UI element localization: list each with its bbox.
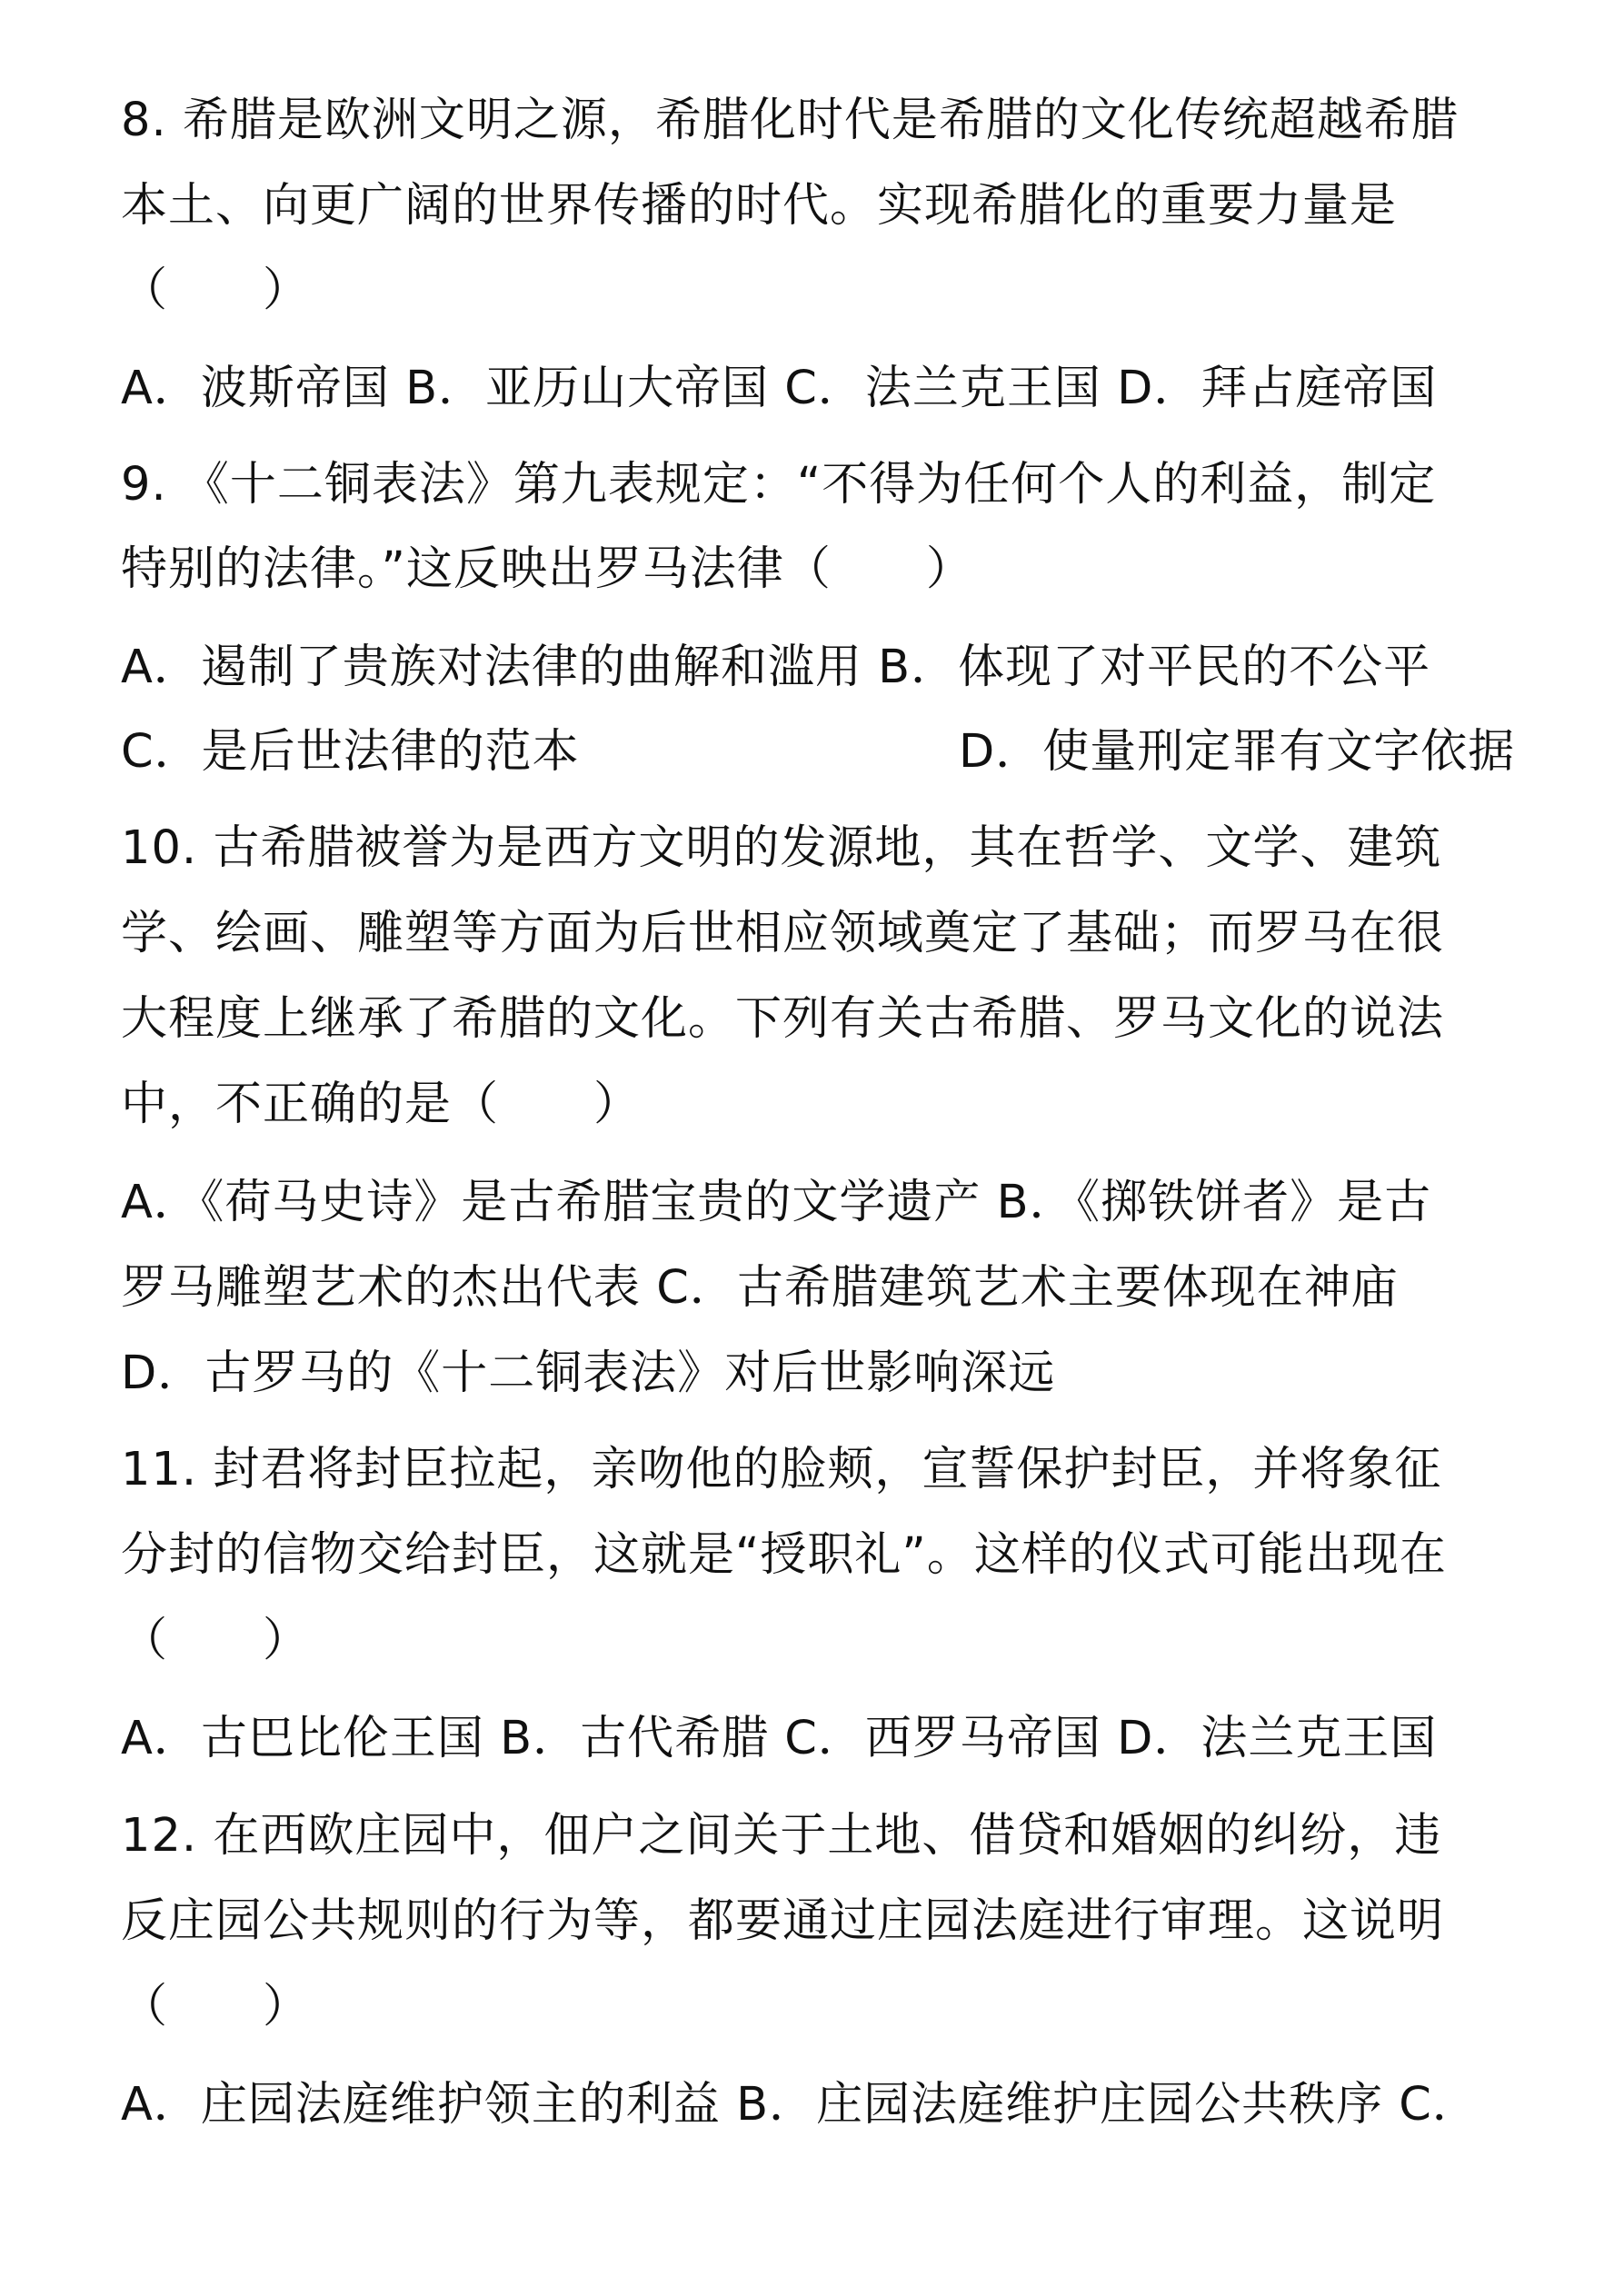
q10-stem-line-1: 10. 古希腊被誉为是西方文明的发源地，其在哲学、文学、建筑 — [121, 821, 1442, 875]
q10-stem-line-2: 学、绘画、雕塑等方面为后世相应领域奠定了基础；而罗马在很 — [121, 907, 1445, 960]
q9-options-cd — [121, 721, 1516, 784]
q10-options-line-2: 罗马雕塑艺术的杰出代表 C．古希腊建筑艺术主要体现在神庙 — [121, 1261, 1399, 1315]
q9-stem-line-2: 特别的法律。”这反映出罗马法律（ ） — [121, 542, 973, 596]
q8-stem-line-2: 本土、向更广阔的世界传播的时代。实现希腊化的重要力量是 — [121, 179, 1398, 233]
q12-options: A．庄园法庭维护领主的利益 B．庄园法庭维护庄园公共秩序 C． — [121, 2078, 1480, 2132]
q8-answer-bracket: （ ） — [121, 263, 311, 317]
q12-answer-bracket: （ ） — [121, 1980, 311, 2033]
q9-options-ab: A．遏制了贵族对法律的曲解和滥用 B．体现了对平民的不公平 — [121, 641, 1431, 694]
q11-answer-bracket: （ ） — [121, 1614, 311, 1667]
q11-options: A．古巴比伦王国 B．古代希腊 C．西罗马帝国 D．法兰克王国 — [121, 1712, 1438, 1765]
q12-stem-line-1: 12. 在西欧庄园中，佃户之间关于土地、借贷和婚姻的纠纷，违 — [121, 1809, 1442, 1863]
q10-stem-line-4: 中，不正确的是（ ） — [121, 1078, 642, 1131]
q8-options: A．波斯帝国 B．亚历山大帝国 C．法兰克王国 D．拜占庭帝国 — [121, 362, 1438, 415]
q11-stem-line-1: 11. 封君将封臣拉起，亲吻他的脸颊，宣誓保护封臣，并将象征 — [121, 1443, 1442, 1496]
q10-stem-line-3: 大程度上继承了希腊的文化。下列有关古希腊、罗马文化的说法 — [121, 992, 1445, 1046]
q10-options-line-1: A．《荷马史诗》是古希腊宝贵的文学遗产 B．《掷铁饼者》是古 — [121, 1176, 1432, 1229]
q12-stem-line-2: 反庄园公共规则的行为等，都要通过庄园法庭进行审理。这说明 — [121, 1894, 1445, 1948]
q9-option-c: C．是后世法律的范本 — [121, 725, 580, 779]
q10-options-line-3: D．古罗马的《十二铜表法》对后世影响深远 — [121, 1347, 1056, 1400]
q8-stem-line-1: 8. 希腊是欧洲文明之源，希腊化时代是希腊的文化传统超越希腊 — [121, 94, 1459, 147]
q9-option-d: D．使量刑定罪有文字依据 — [959, 725, 1516, 779]
q9-stem-line-1: 9. 《十二铜表法》第九表规定：“不得为任何个人的利益，制定 — [121, 458, 1437, 512]
q11-stem-line-2: 分封的信物交给封臣，这就是“授职礼”。这样的仪式可能出现在 — [121, 1528, 1447, 1582]
